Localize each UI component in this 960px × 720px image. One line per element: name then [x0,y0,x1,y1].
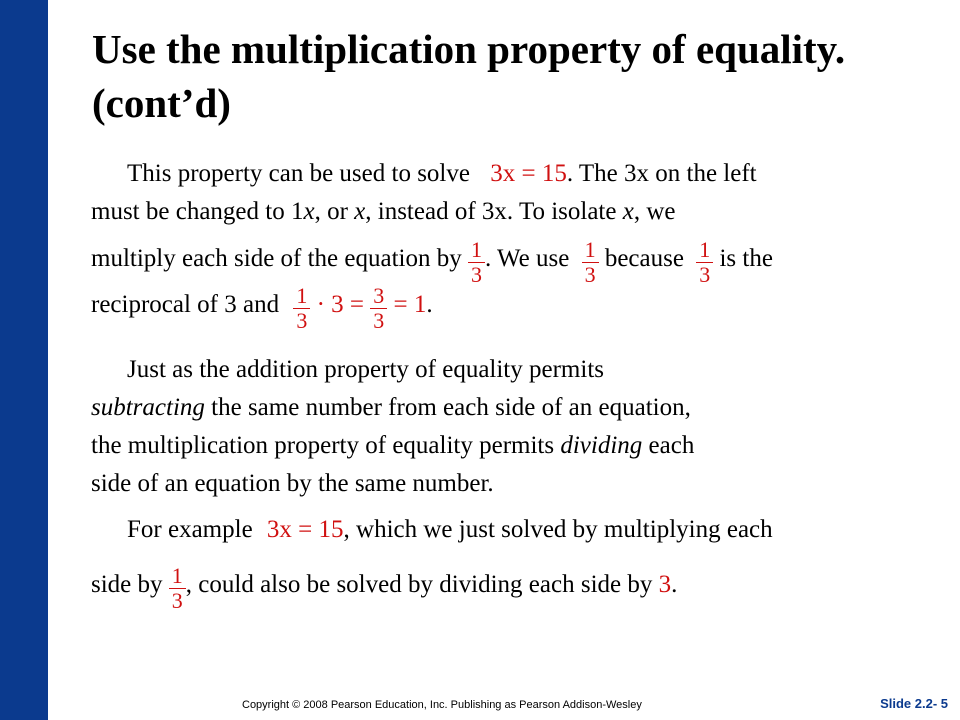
slide-title: Use the multiplication property of equality. (cont’d) [92,26,846,126]
p3-line-2: side by $\frac{1}{3}$ , could also be solved by dividing each side by 3. [91,563,678,613]
p2-line-4: side of an equation by the same number. [91,470,494,497]
p2-line-2: subtracting the same number from each side of an equation, [91,394,691,421]
fraction-one-third-2: $\frac{1}{3}$ [582,238,599,287]
fraction-one-third-5: $\frac{1}{3}$ [169,564,186,613]
p1-line-1: This property can be used to solve 3x = 15. The 3x on the left [127,160,757,187]
paragraph-1 [91,160,941,333]
p1-line-4: reciprocal of 3 and $\frac{1}{3}$ · 3 = $\frac{3}{3}$ = 1. [91,283,433,333]
fraction-one-third-3: $\frac{1}{3}$ [696,238,713,287]
fraction-one-third: $\frac{1}{3}$ [468,238,485,287]
left-accent-bar [0,0,48,720]
p3-line-1: For example 3x = 15, which we just solved by multiplying each [127,516,773,543]
equation-3x-15-2: 3x = 15 [266,516,344,543]
paragraph-3 [91,516,941,616]
divisor-value: 3 [658,571,672,599]
fraction-one-third-4: $\frac{1}{3}$ [293,284,310,333]
paragraph-2 [91,356,941,506]
p1-line-2: must be changed to 1x, or x, instead of 3x. To isolate x, we [91,198,676,225]
expression-3x: 3x [624,160,649,187]
product-equation: $\frac{1}{3}$ · 3 = $\frac{3}{3}$ = 1 [293,291,426,318]
p1-line-3: multiply each side of the equation by $\frac{1}{3}$ . We use $\frac{1}{3}$ because $\frac{1}{3}$ is the [91,237,773,287]
fraction-three-thirds: $\frac{3}{3}$ [370,284,387,333]
p2-line-1: Just as the addition property of equality permits [127,356,604,383]
slide-number: Slide 2.2- 5 [880,696,948,711]
p2-line-3: the multiplication property of equality permits dividing each [91,432,695,459]
equation-3x-15: 3x = 15 [490,160,567,187]
expression-3x-2: 3x [481,198,507,225]
copyright-footer: Copyright © 2008 Pearson Education, Inc. Publishing as Pearson Addison-Wesley [242,699,642,711]
